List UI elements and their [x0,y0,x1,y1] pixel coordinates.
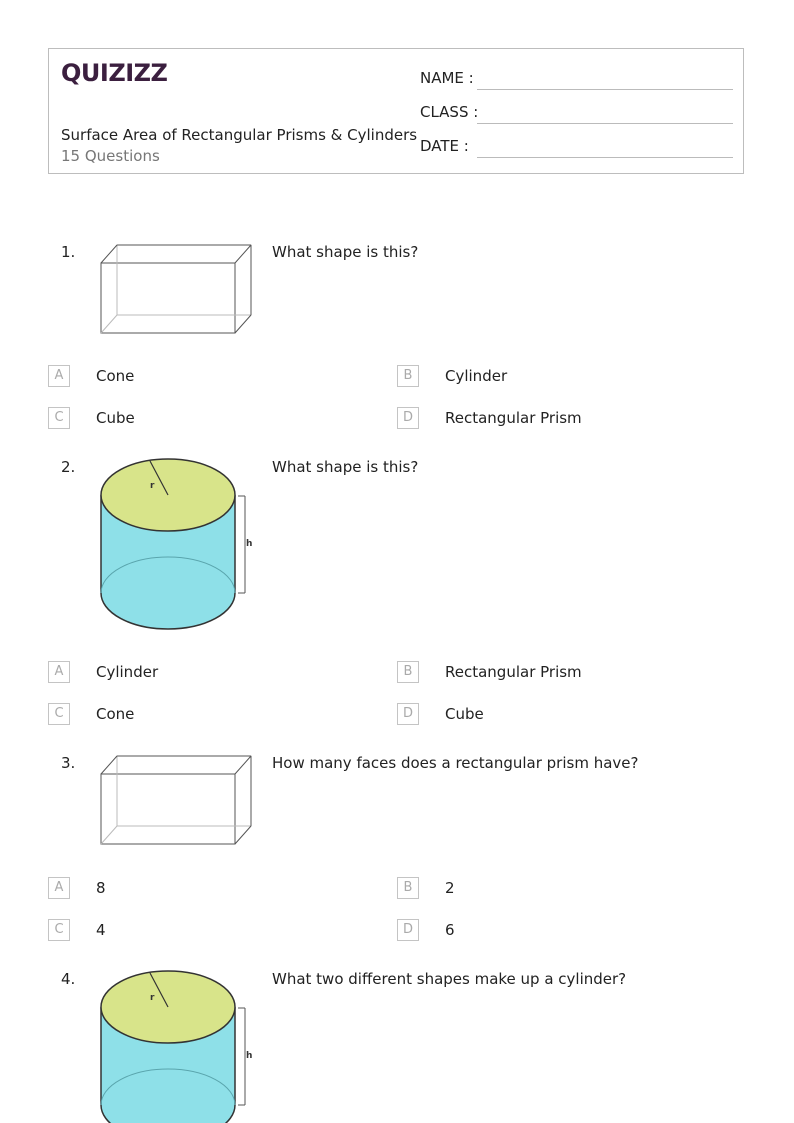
option-letter[interactable]: D [397,407,419,429]
option-letter[interactable]: B [397,365,419,387]
worksheet-title: Surface Area of Rectangular Prisms & Cylinders [61,126,418,144]
question-number: 1. [61,243,76,261]
option-letter[interactable]: B [397,877,419,899]
height-label: h [246,1051,253,1061]
question-count: 15 Questions [61,147,160,165]
rectangular-prism-figure [98,243,254,337]
question-text: What shape is this? [272,458,419,476]
height-label: h [246,539,253,549]
question-text: How many faces does a rectangular prism have? [272,754,639,772]
option-text[interactable]: 4 [96,921,106,939]
rectangular-prism-figure [98,754,254,848]
option-text[interactable]: 2 [445,879,455,897]
option-text[interactable]: 6 [445,921,455,939]
option-letter[interactable]: C [48,919,70,941]
name-label: NAME : [420,69,474,87]
radius-label: r [150,993,155,1003]
question-text: What two different shapes make up a cylinder? [272,970,627,988]
option-letter[interactable]: A [48,661,70,683]
option-text[interactable]: Cylinder [445,367,508,385]
cylinder-figure [98,969,258,1123]
option-text[interactable]: Cone [96,705,135,723]
option-text[interactable]: Cube [445,705,484,723]
name-field[interactable] [477,89,733,90]
worksheet-header [48,48,744,174]
date-field[interactable] [477,157,733,158]
option-text[interactable]: Cone [96,367,135,385]
option-letter[interactable]: B [397,661,419,683]
date-label: DATE : [420,137,469,155]
option-text[interactable]: 8 [96,879,106,897]
option-letter[interactable]: A [48,365,70,387]
question-text: What shape is this? [272,243,419,261]
class-field[interactable] [477,123,733,124]
option-letter[interactable]: A [48,877,70,899]
question-number: 3. [61,754,76,772]
option-letter[interactable]: C [48,703,70,725]
quizizz-logo: QUIZIZZ [61,59,168,87]
radius-label: r [150,481,155,491]
option-text[interactable]: Cylinder [96,663,159,681]
option-text[interactable]: Rectangular Prism [445,663,582,681]
option-text[interactable]: Cube [96,409,135,427]
option-text[interactable]: Rectangular Prism [445,409,582,427]
question-number: 4. [61,970,76,988]
question-number: 2. [61,458,76,476]
option-letter[interactable]: D [397,703,419,725]
option-letter[interactable]: D [397,919,419,941]
cylinder-figure [98,457,258,633]
option-letter[interactable]: C [48,407,70,429]
class-label: CLASS : [420,103,479,121]
